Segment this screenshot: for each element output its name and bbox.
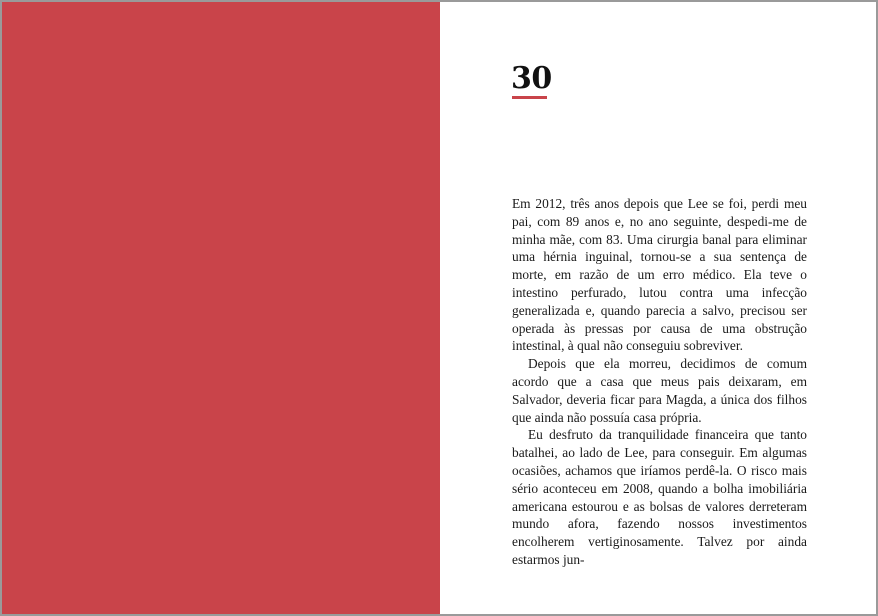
chapter-underline bbox=[512, 96, 547, 99]
paragraph: Eu desfruto da tranquilidade financeira que tanto batalhei, ao lado de Lee, para conseguir. Em algumas ocasiões, achamos que iríamos perdê-la. O risco mais sério aconteceu em 2008, quando a bolha imobiliária americana estourou e as bolsas de valores derreteram mundo afora, fazendo nossos investimentos encolherem vertiginosamente. Talvez por ainda estarmos jun- bbox=[512, 427, 807, 567]
paragraph: Depois que ela morreu, decidimos de comum acordo que a casa que meus pais deixaram, em Salvador, deveria ficar para Magda, a única dos filhos que ainda não possuía casa própria. bbox=[512, 356, 807, 425]
chapter-body-text bbox=[512, 195, 807, 569]
chapter-number: 30 bbox=[511, 61, 552, 96]
right-page bbox=[440, 2, 876, 614]
paragraph: Em 2012, três anos depois que Lee se foi, perdi meu pai, com 89 anos e, no ano seguinte, despedi-me de minha mãe, com 83. Uma cirurgia banal para eliminar uma hérnia inguinal, tornou-se a sua sentença de morte, em razão de um erro médico. Ela teve o intestino perfurado, lutou contra uma infecção generalizada e, quando parecia a salvo, precisou ser operada às pressas por causa de uma obstrução intestinal, à qual não conseguiu sobreviver. bbox=[512, 196, 807, 354]
left-page-red-panel bbox=[2, 2, 440, 614]
